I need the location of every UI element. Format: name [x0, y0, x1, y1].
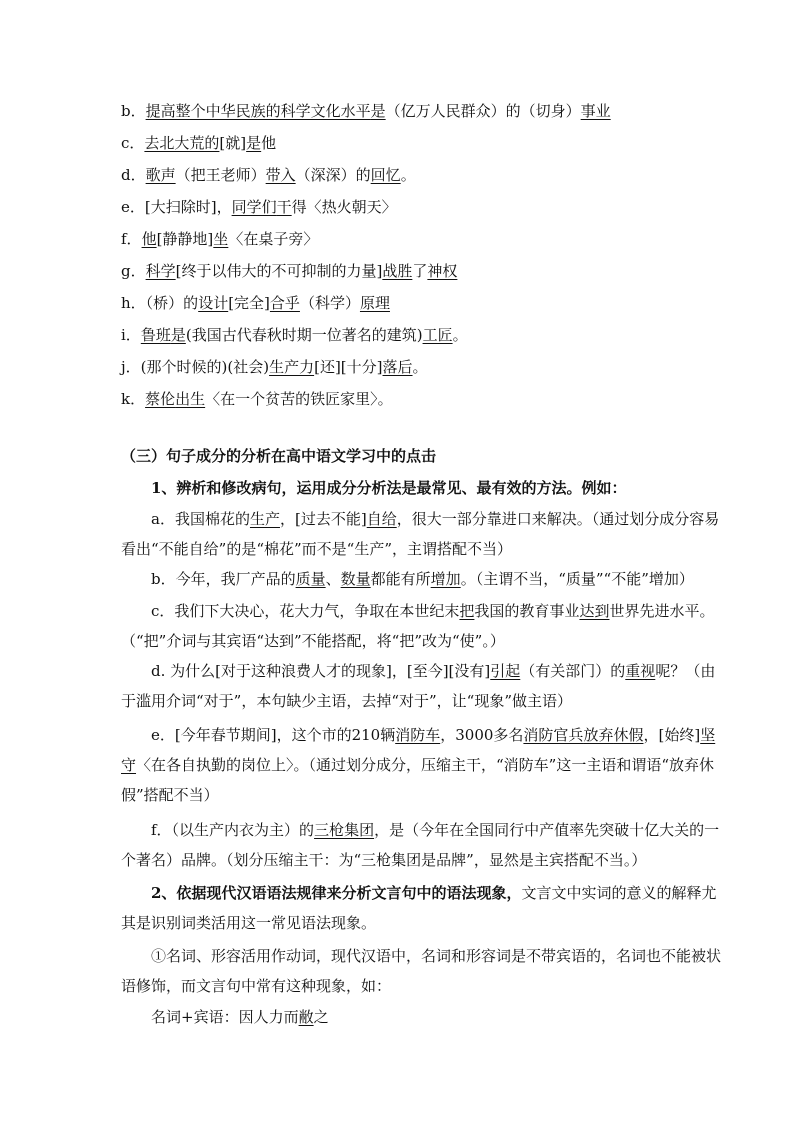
point-1-heading: 1、辨析和修改病句，运用成分分析法是最常见、最有效的方法。例如：: [151, 479, 627, 497]
item-g: g．科学[终于以伟大的不可抑制的力量]战胜了神权: [121, 262, 458, 280]
item-d: d．歌声（把王老师）带入（深深）的回忆。: [121, 166, 416, 184]
item-i: i．鲁班是(我国古代春秋时期一位著名的建筑)工匠。: [121, 326, 468, 344]
example-d: d. 为什么[对于这种浪费人才的现象]，[至今][没有]引起（有关部门）的重视呢？（由于滥用介词“对于”，本句缺少主语，去掉“对于”，让“现象”做主语）: [121, 662, 716, 710]
item-h: h．（桥）的设计[完全]合乎（科学）原理: [121, 294, 390, 312]
example-f: f．（以生产内衣为主）的三枪集团，是（今年在全国同行中产值率先突破十亿大关的一个著名）品牌。（划分压缩主干：为“三枪集团是品牌”，显然是主宾搭配不当。）: [121, 821, 720, 869]
example-c: c．我们下大决心，花大力气，争取在本世纪末把我国的教育事业达到世界先进水平。（“把”介词与其宾语“达到”不能搭配，将“把”改为“使”。）: [121, 602, 715, 650]
item-j: j．(那个时候的)(社会)生产力[还][十分]落后。: [121, 358, 428, 376]
item-b: b．提高整个中华民族的科学文化水平是（亿万人民群众）的（切身）事业: [121, 102, 611, 120]
item-c: c．去北大荒的[就]是他: [121, 134, 277, 152]
example-b: b．今年，我厂产品的质量、数量都能有所增加。（主谓不当，“质量”“不能”增加）: [151, 570, 694, 588]
example-a: a．我国棉花的生产，[过去不能]自给，很大一部分靠进口来解决。（通过划分成分容易看出“不能自给”的是“棉花”而不是“生产”，主谓搭配不当）: [121, 510, 720, 558]
item-e: e．[大扫除时]，同学们干得〈热火朝天〉: [121, 198, 397, 216]
item-f: f．他[静静地]坐〈在桌子旁〉: [121, 230, 319, 248]
point-2: 2、依据现代汉语语法规律来分析文言句中的语法现象，文言文中实词的意义的解释尤其是识别词类活用这一常见语法现象。: [121, 884, 717, 932]
item-k: k．蔡伦出生〈在一个贫苦的铁匠家里〉。: [121, 390, 393, 408]
predicate: 是: [370, 102, 386, 120]
example-e: e．[今年春节期间]，这个市的210辆消防车，3000多名消防官兵放弃休假，[始终]坚守〈在各自执勤的岗位上〉。（通过划分成分，压缩主干，“消防车”这一主语和谓语“放弃休假”搭配不当）: [121, 726, 716, 804]
subject: 提高整个中华民族的科学文化水平: [145, 102, 371, 120]
point-2-heading: 2、依据现代汉语语法规律来分析文言句中的语法现象，: [151, 884, 522, 902]
object: 事业: [580, 102, 611, 120]
section-heading: （三）句子成分的分析在高中语文学习中的点击: [121, 447, 437, 465]
point-2-sub-1: ①名词、形容活用作动词，现代汉语中，名词和形容词是不带宾语的，名词也不能被状语修饰，而文言句中常有这种现象，如：: [121, 947, 722, 995]
point-2-example: 名词+宾语：因人力而敝之: [151, 1008, 329, 1026]
